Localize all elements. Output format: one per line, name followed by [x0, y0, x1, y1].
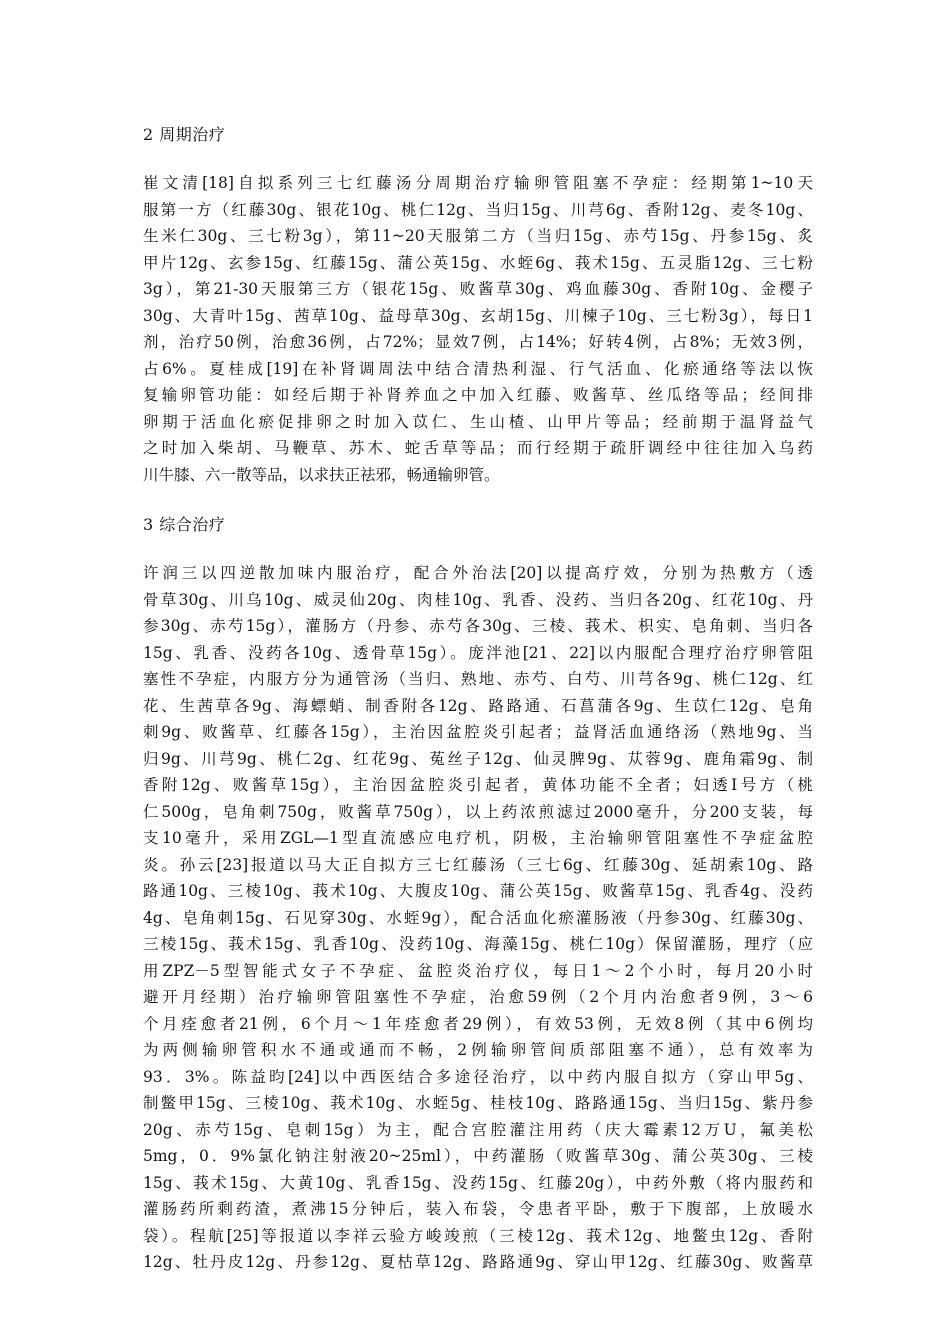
text-line: 30g、大青叶15g、茜草10g、益母草30g、玄胡15g、川楝子10g、三七粉3g），每日1	[143, 306, 813, 325]
paragraph-periodic-treatment	[143, 170, 813, 488]
text-line: 支10毫升，采用ZGL—1型直流感应电疗机，阴极，主治输卵管阻塞性不孕症盆腔	[143, 829, 813, 847]
text-line: 占6%。夏桂成[19]在补肾调周法中结合清热利湿、行气活血、化瘀通络等法以恢	[143, 359, 813, 378]
text-line: 三棱15g、莪术15g、乳香10g、没药10g、海藻15g、桃仁10g）保留灌肠，理疗（应	[143, 935, 813, 953]
text-line: 避开月经期）治疗输卵管阻塞性不孕症，治愈59例（2个月内治愈者9例，3～6	[143, 988, 813, 1006]
text-line: 93．3%。陈益昀[24]以中西医结合多途径治疗，以中药内服自拟方（穿山甲5g、	[143, 1067, 813, 1086]
text-line: 4g、皂角刺15g、石见穿30g、水蛭9g），配合活血化瘀灌肠液（丹参30g、红藤30g、	[143, 908, 813, 927]
text-line: 炎。孙云[23]报道以马大正自拟方三七红藤汤（三七6g、红藤30g、延胡索10g、路	[143, 855, 813, 874]
text-line: 个月痊愈者21例，6个月～1年痊愈者29例），有效53例，无效8例（其中6例均	[143, 1014, 813, 1033]
text-line: 5mg，0．9%氯化钠注射液20~25ml），中药灌肠（败酱草30g、蒲公英30g、三棱	[143, 1147, 813, 1165]
text-line: 许润三以四逆散加味内服治疗，配合外治法[20]以提高疗效，分别为热敷方（透	[143, 564, 813, 582]
text-line: 12g、牡丹皮12g、丹参12g、夏枯草12g、路路通9g、穿山甲12g、红藤30g、败酱草	[143, 1253, 813, 1271]
text-line: 花、生茜草各9g、海螵蛸、制香附各12g、路路通、石菖蒲各9g、生苡仁12g、皂角	[143, 696, 813, 715]
text-line: 塞性不孕症，内服方分为通管汤（当归、熟地、赤芍、白芍、川芎各9g、桃仁12g、红	[143, 670, 813, 688]
text-line: 15g、乳香、没药各10g、透骨草15g）。庞泮池[21、22]以内服配合理疗治疗卵管阻	[143, 643, 813, 662]
text-line: 卵期于活血化瘀促排卵之时加入苡仁、生山楂、山甲片等品；经前期于温肾益气	[143, 412, 813, 431]
text-line: 复输卵管功能：如经后期于补肾养血之中加入红藤、败酱草、丝瓜络等品；经间排	[143, 386, 813, 404]
text-line: 袋）。程航[25]等报道以李祥云验方峻竣煎（三棱12g、莪术12g、地鳖虫12g、香附	[143, 1226, 813, 1245]
text-line: 灌肠药所剩药渣，煮沸15分钟后，装入布袋，令患者平卧，敷于下腹部，上放暖水	[143, 1200, 813, 1218]
section-heading-periodic-treatment: 2 周期治疗	[143, 125, 226, 144]
section-heading-comprehensive-treatment: 3 综合治疗	[143, 515, 226, 534]
text-line: 骨草30g、川乌10g、威灵仙20g、肉桂10g、乳香、没药、当归各20g、红花10g、丹	[143, 590, 813, 609]
text-line: 香附12g、败酱草15g），主治因盆腔炎引起者，黄体功能不全者；妇透Ⅰ号方（桃	[143, 776, 813, 794]
text-line: 川牛膝、六一散等品，以求扶正祛邪，畅通输卵管。	[143, 465, 500, 484]
text-line: 15g、莪术15g、大黄10g、乳香15g、没药15g、红藤20g），中药外敷（将内服药和	[143, 1173, 813, 1192]
text-line: 归9g、川芎9g、桃仁2g、红花9g、菟丝子12g、仙灵脾9g、苁蓉9g、鹿角霜9g、制	[143, 749, 813, 768]
text-line: 剂，治疗50例，治愈36例，占72%；显效7例，占14%；好转4例，占8%；无效3例，	[143, 333, 813, 351]
text-line: 之时加入柴胡、马鞭草、苏木、蛇舌草等品；而行经期于疏肝调经中往往加入乌药	[143, 439, 813, 457]
text-line: 仁500g，皂角刺750g，败酱草750g），以上药浓煎滤过2000毫升，分200支装，每	[143, 802, 813, 821]
text-line: 制鳖甲15g、三棱10g、莪术10g、水蛭5g、桂枝10g、路路通15g、当归15g、紫丹参	[143, 1094, 813, 1112]
paragraph-comprehensive-treatment	[143, 560, 813, 1276]
text-line: 刺9g、败酱草、红藤各15g），主治因盆腔炎引起者；益肾活血通络汤（熟地9g、当	[143, 723, 813, 741]
text-line: 甲片12g、玄参15g、红藤15g、蒲公英15g、水蛭6g、莪术15g、五灵脂12g、三七粉	[143, 253, 813, 272]
text-line: 用ZPZ－5型智能式女子不孕症、盆腔炎治疗仪，每日1～2个小时，每月20小时	[143, 961, 813, 980]
text-line: 20g、赤芍15g、皂刺15g）为主，配合宫腔灌注用药（庆大霉素12万U，氟美松	[143, 1120, 813, 1139]
text-line: 3g），第21-30天服第三方（银花15g、败酱草30g、鸡血藤30g、香附10g、金樱子	[143, 280, 813, 298]
text-line: 崔文清[18]自拟系列三七红藤汤分周期治疗输卵管阻塞不孕症：经期第1~10天	[143, 174, 813, 192]
text-line: 路通10g、三棱10g、莪术10g、大腹皮10g、蒲公英15g、败酱草15g、乳香4g、没药	[143, 882, 813, 900]
text-line: 服第一方（红藤30g、银花10g、桃仁12g、当归15g、川芎6g、香附12g、麦冬10g、	[143, 200, 813, 219]
text-line: 生米仁30g、三七粉3g），第11~20天服第二方（当归15g、赤芍15g、丹参15g、炙	[143, 227, 813, 245]
text-line: 参30g、赤芍15g），灌肠方（丹参、赤芍各30g、三棱、莪术、枳实、皂角刺、当归各	[143, 617, 813, 635]
document-page	[143, 122, 813, 1276]
text-line: 为两侧输卵管积水不通或通而不畅，2例输卵管间质部阻塞不通），总有效率为	[143, 1041, 813, 1059]
